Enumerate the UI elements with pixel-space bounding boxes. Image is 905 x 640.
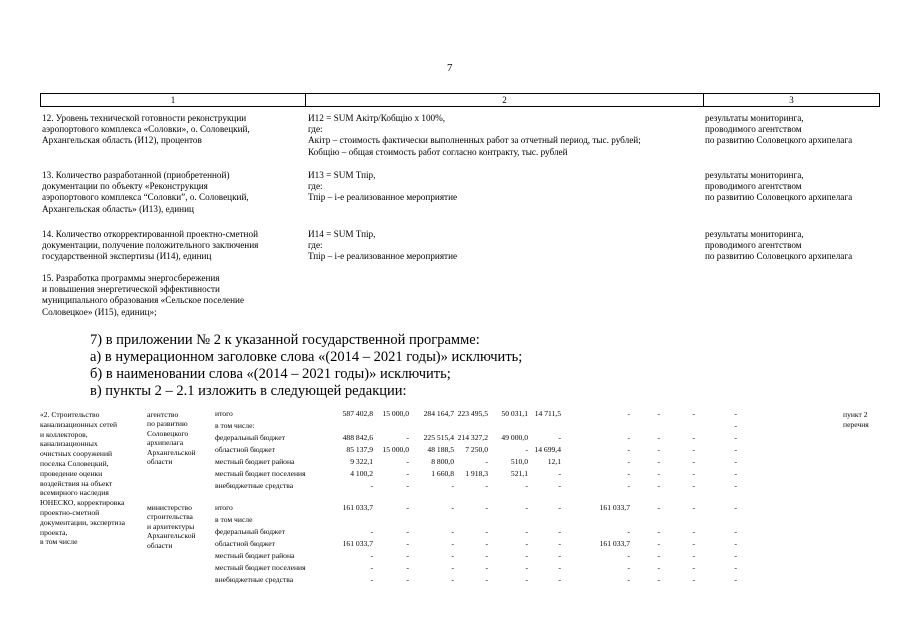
amount-cell: 85 137,9 [346,445,373,454]
amount-cell: - [734,527,737,536]
amount-cell: - [657,575,660,584]
executor-1-line: области [147,457,173,466]
amount-cell: 161 033,7 [599,503,630,512]
amount-cell: - [525,551,528,560]
item-description-line: и коллекторов, [40,429,88,439]
amount-cell: - [734,563,737,572]
item-description-line: проведение оценки [40,468,103,478]
text-line: Тпір – і-е реализованное мероприятие [308,192,458,203]
executor-1-line: агентство [147,410,179,419]
executor-1-line: Архангельской [147,447,196,457]
text-line: государственной экспертизы (И14), единиц [42,251,212,262]
amount-cell: 1 660,8 [431,469,454,478]
text-line: 14. Количество откорректированной проектно-сметной [42,229,258,239]
note-line: перечня [843,419,869,429]
amount-cell: 225 515,4 [423,433,454,442]
amount-cell: - [525,503,528,512]
amount-cell: - [451,503,454,512]
amount-cell: - [692,445,695,454]
amount-cell: - [406,539,409,548]
amount-cell: - [451,481,454,490]
text-line: И14 = SUM Тпір, [308,229,376,239]
item-description-line: проекта, [40,527,68,537]
amount-cell: - [558,469,561,478]
budget-label: областной бюджет [215,445,275,454]
item-description-line: «2. Строительство [40,410,100,419]
amount-cell: 15 000,0 [382,445,409,454]
amount-cell: 223 495,5 [457,409,488,418]
text-line: Архангельская область» (И13), единиц [42,203,194,214]
amount-cell: - [627,527,630,536]
amount-cell: - [734,421,737,430]
row-12-col3 [705,113,852,147]
budget-label: местный бюджет района [215,551,295,560]
amount-cell: - [451,527,454,536]
budget-label: областной бюджет [215,539,275,548]
amount-cell: - [627,563,630,572]
amount-cell: - [558,481,561,490]
amount-cell: 510,0 [510,457,528,466]
executor-2-line: строительства [147,512,193,522]
amount-cell: 50 031,1 [501,409,528,418]
text-line: результаты мониторинга, [705,229,804,239]
amount-cell: 12,1 [547,457,561,466]
budget-label: местный бюджет поселения [215,563,306,572]
text-line: Кобщію – общая стоимость работ согласно контракту, тыс. рублей [308,146,568,157]
amount-cell: - [692,433,695,442]
amount-cell: - [485,539,488,548]
amount-cell: 521,1 [510,469,528,478]
amount-cell: - [370,527,373,536]
amount-cell: - [370,575,373,584]
amount-cell: - [451,575,454,584]
text-line: И12 = SUM Акітр/Кобщію х 100%, [308,113,446,123]
amount-cell: - [657,563,660,572]
text-line: где: [308,240,323,251]
page-number: 7 [447,62,453,74]
amendment-line: 7) в приложении № 2 к указанной государственной программе: [90,332,480,348]
amount-cell: - [451,539,454,548]
text-line: проводимого агентством [705,124,802,135]
amount-cell: - [525,481,528,490]
amount-cell: 284 164,7 [423,409,454,418]
amount-cell: - [657,527,660,536]
budget-label: федеральный бюджет [215,433,285,442]
budget-label: внебюджетные средства [215,481,294,490]
text-line: 15. Разработка программы энергосбережения [42,273,220,283]
amount-cell: - [451,563,454,572]
amount-cell: - [525,575,528,584]
row-14-col3 [705,229,852,263]
budget-label: местный бюджет района [215,457,295,466]
text-line: документации, получение положительного заключения [42,240,259,251]
amount-cell: - [485,527,488,536]
amount-cell: 15 000,0 [382,409,409,418]
amount-cell: - [692,457,695,466]
amount-cell: - [692,539,695,548]
text-line: результаты мониторинга, [705,113,804,123]
amount-cell: - [734,575,737,584]
budget-label: итого [215,503,233,512]
amount-cell: - [734,433,737,442]
amount-cell: - [406,575,409,584]
amount-cell: - [734,445,737,454]
amount-cell: - [657,551,660,560]
amount-cell: - [627,551,630,560]
executor-2-line: Архангельской [147,531,196,541]
amount-cell: - [525,563,528,572]
amount-cell: - [657,469,660,478]
item-description-line: проектно-сметной [40,508,100,517]
amount-cell: 4 100,2 [350,469,373,478]
amount-cell: - [734,539,737,548]
item-description-line: воздействия на объект [40,478,113,488]
amount-cell: - [406,551,409,560]
item-description-line: всемирного наследия [40,488,109,498]
row-13-col2 [308,170,457,204]
amount-cell: - [657,457,660,466]
note-line: пункт 2 [843,410,868,419]
amount-cell: - [692,503,695,512]
amount-cell: - [627,481,630,490]
amount-cell: 161 033,7 [342,539,373,548]
text-line: муниципального образования «Сельское поселение [42,295,245,306]
row-12-col1 [42,113,250,147]
text-line: И13 = SUM Тпір, [308,170,376,180]
row-15-col1 [42,273,244,318]
amount-cell: - [692,551,695,560]
item-description-line: поселка Соловецкий, [40,459,109,468]
amount-cell: - [692,575,695,584]
amount-cell: - [627,445,630,454]
amount-cell: - [406,481,409,490]
budget-label: итого [215,409,233,418]
text-line: по развитию Соловецкого архипелага [705,251,853,262]
text-line: проводимого агентством [705,181,802,192]
row-13-col1 [42,170,249,215]
text-line: по развитию Соловецкого архипелага [705,192,853,203]
executor-2-line: области [147,540,173,550]
amount-cell: - [627,433,630,442]
amount-cell: 8 800,0 [431,457,454,466]
amount-cell: - [406,469,409,478]
amount-cell: 14 711,5 [534,409,561,418]
amount-cell: - [485,575,488,584]
text-line: документации по объекту «Реконструкция [42,181,208,192]
amount-cell: - [370,481,373,490]
amount-cell: 9 322,1 [350,457,373,466]
amount-cell: 587 402,8 [342,409,373,418]
amount-cell: 488 842,6 [342,433,373,442]
text-line: аэропортового комплекса «Соловки», о. Соловецкий, [42,124,250,135]
amount-cell: - [558,539,561,548]
amount-cell: - [657,481,660,490]
table-header [40,93,880,107]
text-line: по развитию Соловецкого архипелага [705,135,853,146]
amount-cell: - [627,469,630,478]
executor-2-line: и архитектуры [147,521,195,531]
amount-cell: - [451,551,454,560]
item-description-line: документации, экспертиза [40,517,125,527]
executor-1-line: архипелага [147,438,184,448]
amount-cell: 49 000,0 [501,433,528,442]
amount-cell: - [406,563,409,572]
amount-cell: 161 033,7 [599,539,630,548]
amount-cell: - [734,481,737,490]
amendment-line: в) пункты 2 – 2.1 изложить в следующей редакции: [90,383,407,399]
amount-cell: - [406,457,409,466]
amount-cell: - [657,409,660,418]
text-line: проводимого агентством [705,240,802,251]
amount-cell: - [627,457,630,466]
item-description-line: в том числе [40,537,78,547]
amount-cell: - [692,563,695,572]
header-cell-3: 3 [789,95,794,105]
amount-cell: - [370,563,373,572]
amount-cell: - [558,503,561,512]
amount-cell: - [406,433,409,442]
budget-label: внебюджетные средства [215,575,294,584]
amount-cell: - [692,469,695,478]
amount-cell: - [734,409,737,418]
amount-cell: - [406,527,409,536]
item-description-line: канализационных сетей [40,419,118,429]
text-line: Акітр – стоимость фактически выполненных работ за отчетный период, тыс. рублей; [308,135,641,146]
row-13-col3 [705,170,852,204]
text-line: 13. Количество разработанной (приобретенной) [42,170,230,180]
row-12-col2 [308,113,641,158]
amount-cell: - [692,527,695,536]
budget-label: в том числе: [215,421,255,430]
amount-cell: - [485,457,488,466]
amount-cell: - [558,563,561,572]
executor-1-line: Соловецкого [147,428,189,438]
amount-cell: - [558,575,561,584]
amount-cell: 1 918,3 [465,469,488,478]
item-description-line: очистных сооружений [40,449,113,459]
budget-label: местный бюджет поселения [215,469,306,478]
amount-cell: - [627,409,630,418]
amount-cell: - [525,445,528,454]
amount-cell: - [657,445,660,454]
text-line: Соловецкое» (И15), единиц»; [42,306,157,317]
amount-cell: - [485,551,488,560]
text-line: результаты мониторинга, [705,170,804,180]
amount-cell: - [370,551,373,560]
executor-1-line: по развитию [147,419,188,429]
amount-cell: - [734,551,737,560]
amount-cell: - [692,409,695,418]
header-cell-2: 2 [502,95,507,105]
text-line: Тпір – і-е реализованное мероприятие [308,251,458,262]
text-line: Архангельская область (И12), процентов [42,135,202,146]
budget-label: в том числе [215,515,253,524]
amount-cell: - [657,503,660,512]
amount-cell: - [525,527,528,536]
item-description-line: ЮНЕСКО, корректировка [40,498,125,508]
amount-cell: - [485,503,488,512]
amount-cell: - [657,539,660,548]
text-line: и повышения энергетической эффективности [42,284,220,295]
amendment-text [90,332,522,400]
amount-cell: - [692,481,695,490]
amount-cell: - [657,433,660,442]
amendment-line: б) в наименовании слова «(2014 – 2021 годы)» исключить; [90,366,451,382]
amount-cell: - [406,503,409,512]
amount-cell: 48 188,5 [427,445,454,454]
amount-cell: - [485,563,488,572]
budget-label: федеральный бюджет [215,527,285,536]
text-line: 12. Уровень технической готовности реконструкции [42,113,247,123]
row-14-col1 [42,229,258,263]
amount-cell: 14 699,4 [534,445,561,454]
amount-cell: - [734,469,737,478]
amount-cell: - [734,503,737,512]
header-cell-1: 1 [170,95,176,105]
item-description-line: канализационных [40,439,98,449]
amount-cell: - [734,457,737,466]
text-line: где: [308,181,323,192]
amount-cell: - [525,539,528,548]
amount-cell: 214 327,2 [457,433,488,442]
amount-cell: 7 250,0 [465,445,488,454]
amount-cell: - [558,551,561,560]
amount-cell: - [558,527,561,536]
text-line: где: [308,124,323,135]
amount-cell: 161 033,7 [342,503,373,512]
amount-cell: - [558,433,561,442]
text-line: аэропортового комплекса “Соловки”, о. Соловецкий, [42,192,249,203]
executor-2-line: министерство [147,503,192,512]
amount-cell: - [627,575,630,584]
amendment-line: а) в нумерационном заголовке слова «(2014 – 2021 годы)» исключить; [90,349,523,365]
row-14-col2 [308,229,457,263]
amount-cell: - [485,481,488,490]
